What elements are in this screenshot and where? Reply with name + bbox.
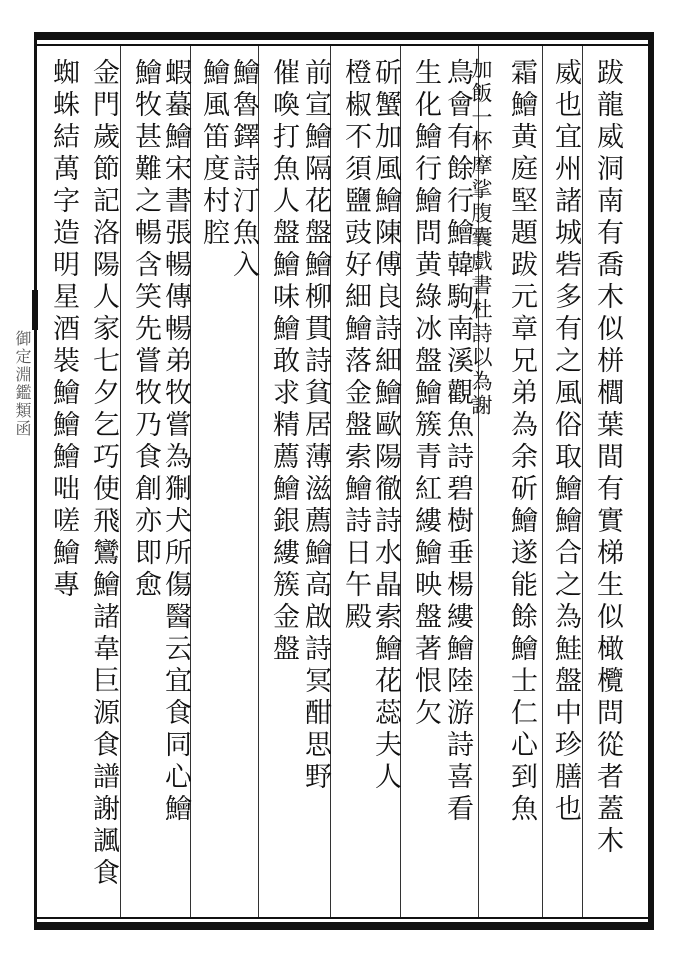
top-border-inner xyxy=(34,44,654,46)
text-column-15: 金門歲節記洛陽人家七夕乞巧使飛鸞鱠諸韋巨源食譜謝諷食 xyxy=(88,58,119,890)
text-column-8: 橙椒不須鹽豉好細鱠落金盤索鱠詩日午殿 xyxy=(340,58,371,634)
text-column-5: 鳥會有餘行鱠韓駒南溪觀魚詩碧樹垂楊縷鱠陸游詩喜看 xyxy=(442,58,473,826)
text-column-9: 前宣鱠隔花盤鱠柳貫詩貧居薄滋薦鱠高啟詩冥酣思野 xyxy=(300,58,331,794)
text-column-11: 鱠魯鐸詩汀魚入 xyxy=(228,58,259,282)
top-border xyxy=(34,32,654,40)
text-column-7: 斫蟹加風鱠陳傅良詩細鱠歐陽徹詩水晶索鱠花蕊夫人 xyxy=(370,58,401,794)
right-border xyxy=(648,32,654,930)
text-column-4: 加飯一杯摩挲腹囊戲書杜詩以為謝 xyxy=(469,58,493,418)
text-column-10: 催喚打魚人盤鱠味鱠敢求精薦鱠銀縷簇金盤 xyxy=(268,58,299,666)
bottom-border-inner xyxy=(34,917,654,919)
left-border xyxy=(34,32,37,930)
text-column-3: 霜鱠黄庭堅題跋元章兄弟為余斫鱠遂能餘鱠士仁心到魚 xyxy=(506,58,537,826)
text-column-13: 蝦蟇鱠宋書張暢傳暢弟牧嘗為猘犬所傷醫云宜食同心鱠 xyxy=(160,58,191,826)
text-column-1: 跋龍威洞南有喬木似栟櫚葉間有實梯生似橄欖問從者蓋木 xyxy=(592,58,623,858)
text-column-14: 鱠牧甚難之暢含笑先嘗牧乃食創亦即愈 xyxy=(130,58,161,602)
text-column-16: 蜘蛛結萬字造明星酒裝鱠鱠鱠咄嗟鱠專 xyxy=(48,58,79,602)
bottom-border xyxy=(34,922,654,930)
text-column-6: 生化鱠行鱠問黄綠冰盤鱠簇青紅縷鱠映盤著恨欠 xyxy=(410,58,441,730)
text-column-2: 威也宜州諸城砦多有之風俗取鱠鱠合之為鮭盤中珍膳也 xyxy=(550,58,581,826)
text-column-12: 鱠風笛度村腔 xyxy=(198,58,229,250)
spine-fish-tail xyxy=(32,290,38,330)
column-rule xyxy=(542,46,543,917)
spine-title: 御定淵鑑類函 xyxy=(13,330,32,438)
